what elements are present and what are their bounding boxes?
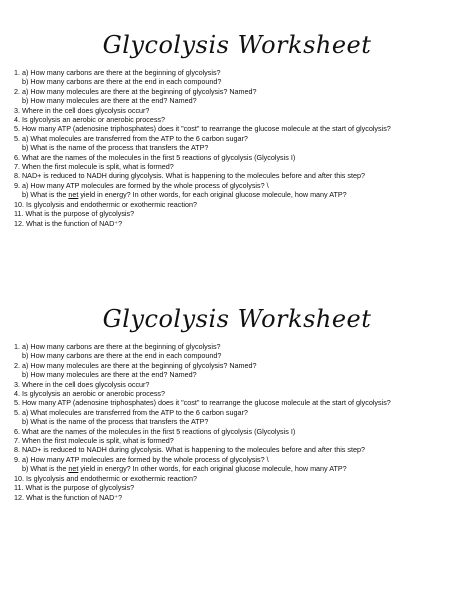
question-5a: 5. a) What molecules are transferred from the ATP to the 6 carbon sugar? (14, 133, 248, 143)
question-2a: 2. a) How many molecules are there at the beginning of glycolysis? Named? (14, 360, 257, 370)
question-list (0, 342, 474, 502)
question-1a: 1. a) How many carbons are there at the beginning of glycolysis? (14, 342, 221, 351)
question-5b: b) What is the name of the process that transfers the ATP? (22, 143, 209, 153)
underlined-word: net (68, 190, 79, 200)
question-2b: b) How many molecules are there at the end? Named? (22, 370, 197, 380)
worksheet-top (0, 30, 474, 228)
question-1a: 1. a) How many carbons are there at the beginning of glycolysis? (14, 68, 221, 77)
question-12: 12. What is the function of NAD⁺? (14, 218, 123, 228)
question-4: 4. Is glycolysis an aerobic or anerobic process? (14, 115, 166, 125)
question-1b: b) How many carbons are there at the end in each compound? (22, 351, 222, 361)
question-list (0, 68, 474, 228)
question-9b: b) What is the net yield in energy? In other words, for each original glucose molecule, how many ATP? (22, 190, 347, 200)
question-5: 5. How many ATP (adenosine triphosphates) does it "cost" to rearrange the glucose molecule at the start of glycolysis? (14, 398, 391, 408)
question-5: 5. How many ATP (adenosine triphosphates) does it "cost" to rearrange the glucose molecule at the start of glycolysis? (14, 124, 391, 134)
question-9a: 9. a) How many ATP molecules are formed by the whole process of glycolysis? \ (14, 180, 269, 190)
question-6: 6. What are the names of the molecules in the first 5 reactions of glycolysis (Glycolysis I) (14, 152, 296, 162)
question-3: 3. Where in the cell does glycolysis occur? (14, 379, 150, 389)
question-10: 10. Is glycolysis and endothermic or exothermic reaction? (14, 199, 197, 209)
question-5a: 5. a) What molecules are transferred from the ATP to the 6 carbon sugar? (14, 407, 248, 417)
question-11: 11. What is the purpose of glycolysis? (14, 483, 135, 493)
question-8: 8. NAD+ is reduced to NADH during glycolysis. What is happening to the molecules before and after this step? (14, 445, 365, 455)
question-2b: b) How many molecules are there at the end? Named? (22, 96, 197, 106)
question-8: 8. NAD+ is reduced to NADH during glycolysis. What is happening to the molecules before and after this step? (14, 171, 365, 181)
question-7: 7. When the first molecule is split, what is formed? (14, 162, 174, 172)
question-10: 10. Is glycolysis and endothermic or exothermic reaction? (14, 473, 197, 483)
question-3: 3. Where in the cell does glycolysis occur? (14, 105, 150, 115)
underlined-word: net (68, 464, 79, 474)
question-12: 12. What is the function of NAD⁺? (14, 492, 123, 502)
question-4: 4. Is glycolysis an aerobic or anerobic process? (14, 389, 166, 399)
question-5b: b) What is the name of the process that transfers the ATP? (22, 417, 209, 427)
question-11: 11. What is the purpose of glycolysis? (14, 209, 135, 219)
question-6: 6. What are the names of the molecules in the first 5 reactions of glycolysis (Glycolysis I) (14, 426, 296, 436)
question-1b: b) How many carbons are there at the end in each compound? (22, 77, 222, 87)
question-2a: 2. a) How many molecules are there at the beginning of glycolysis? Named? (14, 86, 257, 96)
worksheet-title: Glycolysis Worksheet (102, 31, 372, 59)
question-9a: 9. a) How many ATP molecules are formed by the whole process of glycolysis? \ (14, 454, 269, 464)
worksheet-title: Glycolysis Worksheet (102, 305, 372, 333)
question-7: 7. When the first molecule is split, what is formed? (14, 436, 174, 446)
question-9b: b) What is the net yield in energy? In other words, for each original glucose molecule, how many ATP? (22, 464, 347, 474)
worksheet-bottom (0, 304, 474, 502)
